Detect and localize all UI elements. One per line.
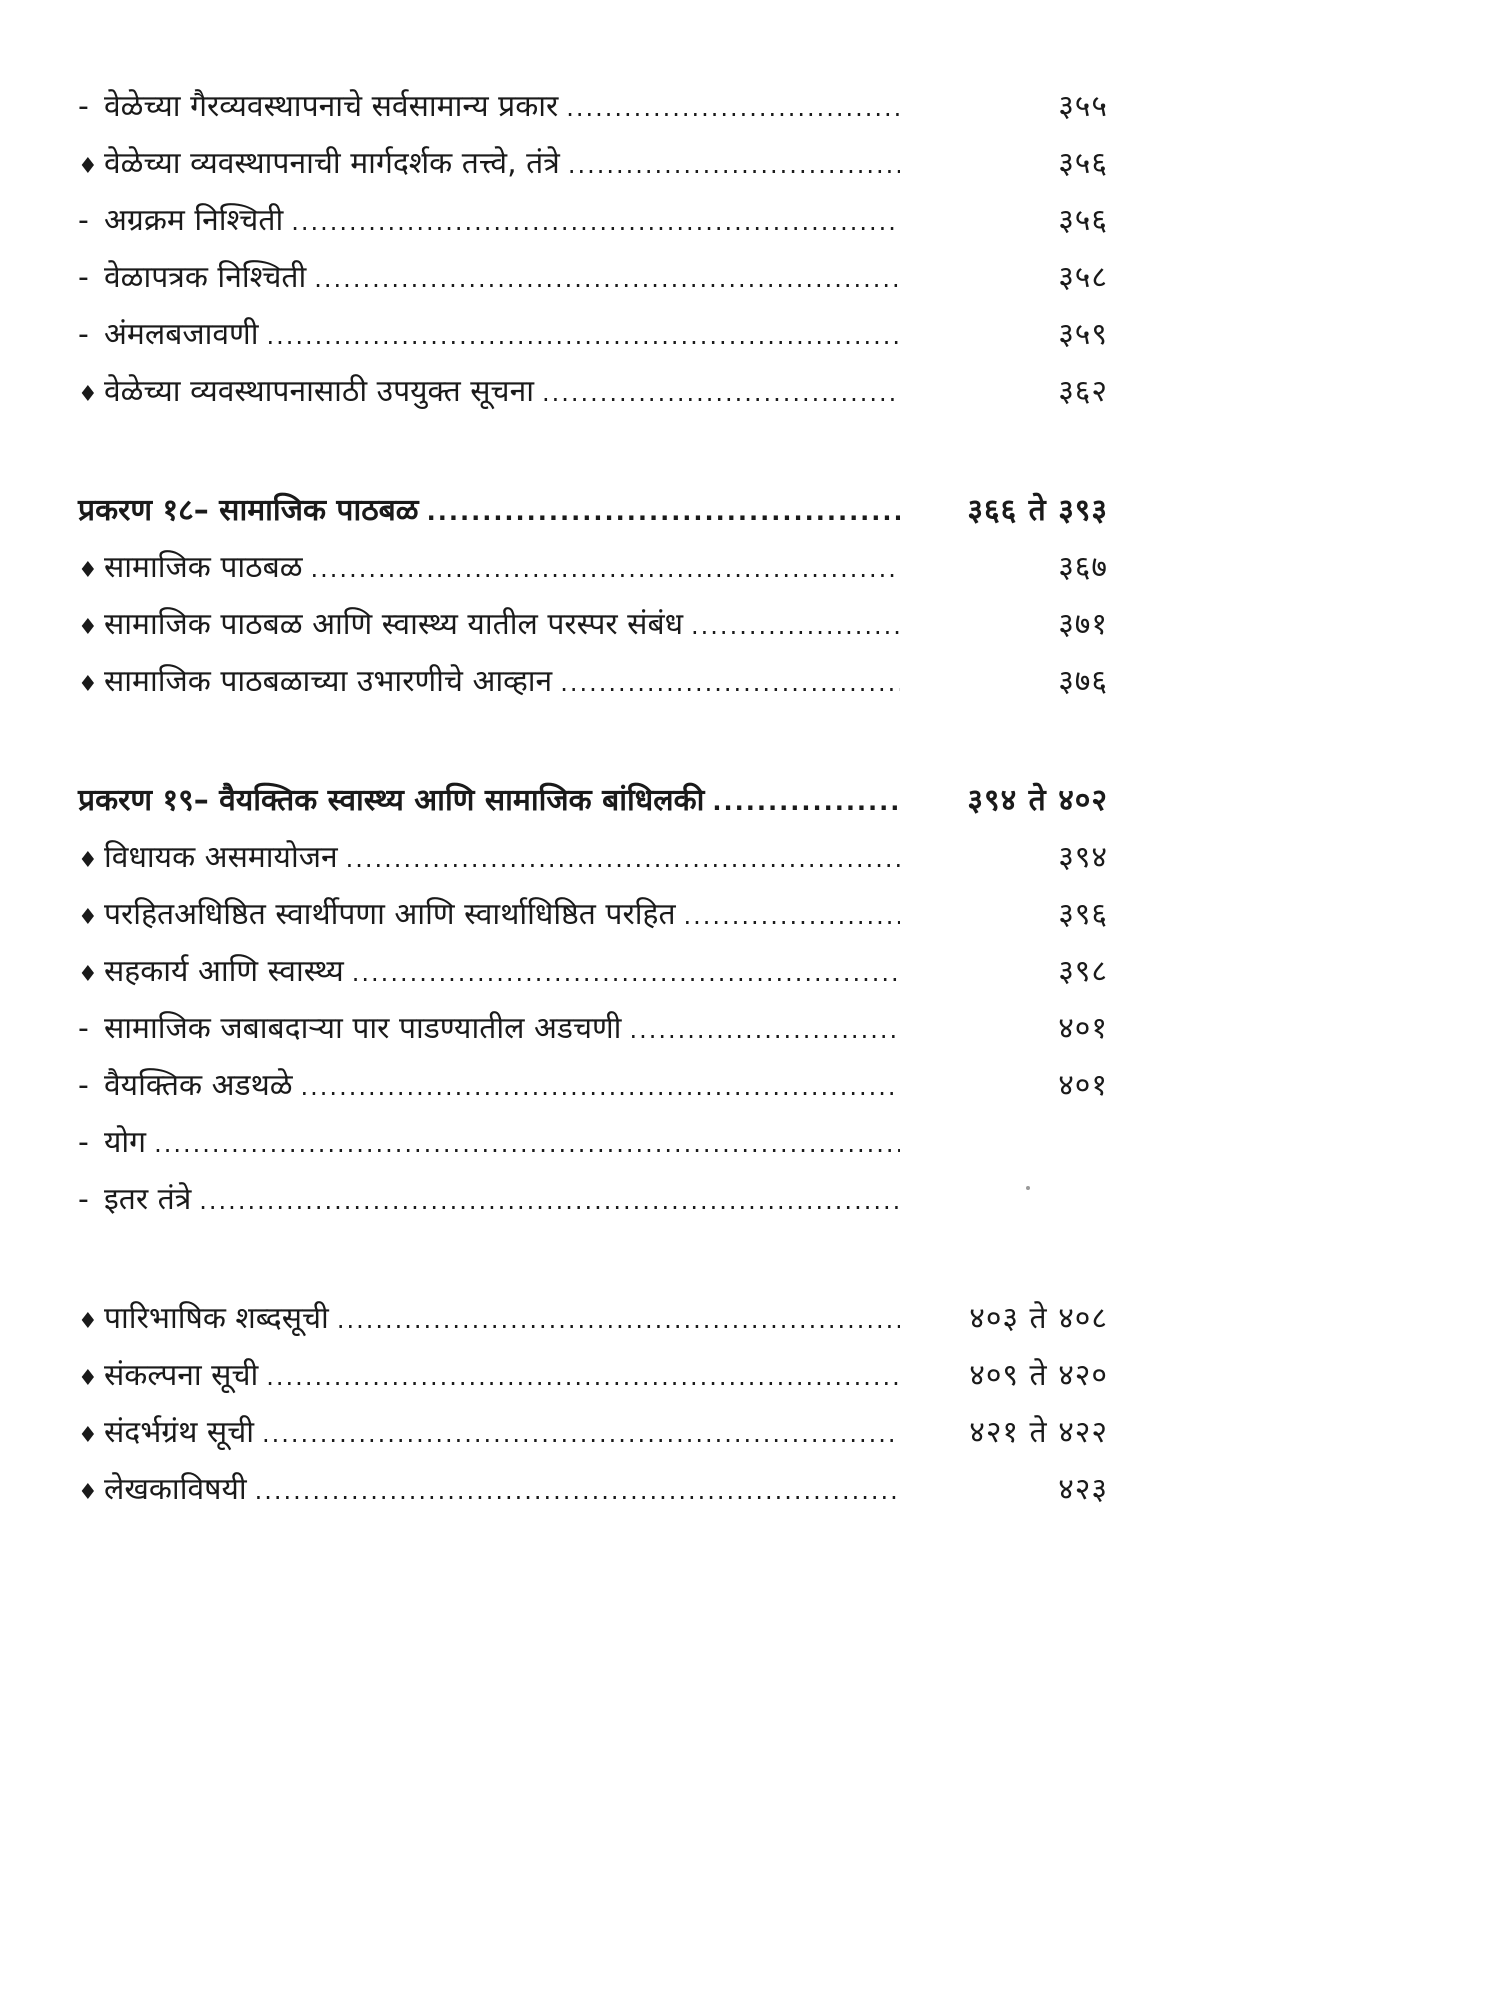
toc-entry <box>78 1347 1108 1404</box>
toc-entry <box>78 192 1108 249</box>
dot-leader <box>291 194 900 251</box>
toc-entry <box>78 363 1108 420</box>
diamond-bullet-icon: ♦ <box>78 672 98 697</box>
page-number: ३६६ ते ३९३ <box>967 493 1108 528</box>
page-number: ४०१ <box>1058 1011 1108 1046</box>
toc-entry <box>78 886 1108 943</box>
entry-title: परहितअधिष्ठित स्वार्थीपणा आणि स्वार्थाधिष्ठित परहित <box>104 897 676 932</box>
dash-marker: - <box>78 260 89 295</box>
dot-leader <box>427 484 900 541</box>
toc-section <box>78 78 1108 420</box>
diamond-bullet-icon: ♦ <box>78 382 98 407</box>
page-number: ३७१ <box>1058 607 1108 642</box>
chapter-heading <box>78 772 1108 829</box>
dot-leader <box>568 137 900 194</box>
page-number: ४०३ ते ४०८ <box>969 1301 1108 1336</box>
entry-title: वेळेच्या व्यवस्थापनासाठी उपयुक्त सूचना <box>104 374 535 409</box>
diamond-bullet-icon: ♦ <box>78 848 98 873</box>
dash-marker: - <box>78 317 89 352</box>
page-number: ३५८ <box>1058 260 1108 295</box>
entry-title: लेखकाविषयी <box>104 1472 247 1507</box>
entry-title: इतर तंत्रे <box>104 1182 192 1217</box>
entry-title: अग्रक्रम निश्चिती <box>104 203 284 238</box>
diamond-bullet-icon: ♦ <box>78 558 98 583</box>
dot-leader <box>712 774 900 831</box>
diamond-bullet-icon: ♦ <box>78 905 98 930</box>
toc-entry <box>78 539 1108 596</box>
page-number: ४०९ ते ४२० <box>969 1358 1108 1393</box>
toc-entry <box>78 78 1108 135</box>
entry-title: वेळेच्या गैरव्यवस्थापनाचे सर्वसामान्य प्रकार <box>104 89 559 124</box>
page-number: ३७६ <box>1058 664 1108 699</box>
page-number: ३५५ <box>1058 89 1108 124</box>
dot-leader <box>566 80 900 137</box>
entry-title: योग <box>104 1125 147 1160</box>
dot-leader <box>314 251 900 308</box>
toc-entry <box>78 653 1108 710</box>
toc-entry <box>78 1404 1108 1461</box>
diamond-bullet-icon: ♦ <box>78 615 98 640</box>
page-number: ३९४ <box>1058 840 1108 875</box>
dash-marker: - <box>78 1182 89 1217</box>
entry-title: सहकार्य आणि स्वास्थ्य <box>104 954 344 989</box>
entry-title: वेळेच्या व्यवस्थापनाची मार्गदर्शक तत्त्वे, तंत्रे <box>104 146 560 181</box>
page-number: ३९६ <box>1058 897 1108 932</box>
dot-leader <box>154 1116 900 1173</box>
dot-leader <box>255 1463 900 1520</box>
toc-entry <box>78 306 1108 363</box>
dot-leader <box>691 598 900 655</box>
dash-marker: - <box>78 1125 89 1160</box>
dot-leader <box>352 945 900 1002</box>
toc-entry <box>78 249 1108 306</box>
dash-marker: - <box>78 203 89 238</box>
toc-entry <box>78 829 1108 886</box>
dash-marker: - <box>78 1011 89 1046</box>
entry-title: संदर्भग्रंथ सूची <box>104 1415 255 1450</box>
toc-entry <box>78 596 1108 653</box>
dot-leader <box>684 888 900 945</box>
toc-entry <box>78 1000 1108 1057</box>
diamond-bullet-icon: ♦ <box>78 1423 98 1448</box>
entry-title: वैयक्तिक अडथळे <box>104 1068 293 1103</box>
dot-leader <box>542 365 900 422</box>
entry-title: सामाजिक जबाबदाऱ्या पार पाडण्यातील अडचणी <box>104 1011 622 1046</box>
chapter-title: प्रकरण १९– वैयक्तिक स्वास्थ्य आणि सामाजिक बांधिलकी <box>78 783 705 818</box>
page-number: ४२१ ते ४२२ <box>969 1415 1108 1450</box>
dot-leader <box>266 1349 900 1406</box>
diamond-bullet-icon: ♦ <box>78 154 98 179</box>
page-number: ४२३ <box>1058 1472 1108 1507</box>
page-number: ३६२ <box>1058 374 1108 409</box>
entry-title: वेळापत्रक निश्चिती <box>104 260 307 295</box>
dot-leader <box>301 1059 900 1116</box>
toc-entry <box>78 1461 1108 1518</box>
entry-title: अंमलबजावणी <box>104 317 259 352</box>
dot-leader <box>337 1292 900 1349</box>
diamond-bullet-icon: ♦ <box>78 1309 98 1334</box>
dot-leader <box>267 308 901 365</box>
scan-speck <box>1026 1186 1030 1190</box>
page-number: ३५९ <box>1058 317 1108 352</box>
entry-title: पारिभाषिक शब्दसूची <box>104 1301 329 1336</box>
entry-title: विधायक असमायोजन <box>104 840 338 875</box>
toc-section <box>78 1290 1108 1518</box>
toc-entry <box>78 1057 1108 1114</box>
page-number: ३६७ <box>1058 550 1108 585</box>
dot-leader <box>262 1406 900 1463</box>
entry-title: संकल्पना सूची <box>104 1358 259 1393</box>
toc-entry <box>78 943 1108 1000</box>
dot-leader <box>629 1002 900 1059</box>
dash-marker: - <box>78 1068 89 1103</box>
toc-entry <box>78 1290 1108 1347</box>
toc-section <box>78 482 1108 710</box>
toc-entry <box>78 1171 1108 1228</box>
chapter-title: प्रकरण १८– सामाजिक पाठबळ <box>78 493 419 528</box>
diamond-bullet-icon: ♦ <box>78 1366 98 1391</box>
table-of-contents-page <box>78 78 1108 1518</box>
toc-entry <box>78 135 1108 192</box>
entry-title: सामाजिक पाठबळाच्या उभारणीचे आव्हान <box>104 664 553 699</box>
page-number: ४०१ <box>1058 1068 1108 1103</box>
dot-leader <box>311 541 900 598</box>
page-number: ३९४ ते ४०२ <box>967 783 1108 818</box>
chapter-heading <box>78 482 1108 539</box>
dash-marker: - <box>78 89 89 124</box>
diamond-bullet-icon: ♦ <box>78 962 98 987</box>
dot-leader <box>560 655 900 712</box>
dot-leader <box>346 831 900 888</box>
toc-entry <box>78 1114 1108 1171</box>
dot-leader <box>199 1173 900 1230</box>
diamond-bullet-icon: ♦ <box>78 1480 98 1505</box>
entry-title: सामाजिक पाठबळ <box>104 550 303 585</box>
page-number: ३५६ <box>1058 146 1108 181</box>
entry-title: सामाजिक पाठबळ आणि स्वास्थ्य यातील परस्पर संबंध <box>104 607 684 642</box>
page-number: ३९८ <box>1058 954 1108 989</box>
toc-section <box>78 772 1108 1228</box>
page-number: ३५६ <box>1058 203 1108 238</box>
